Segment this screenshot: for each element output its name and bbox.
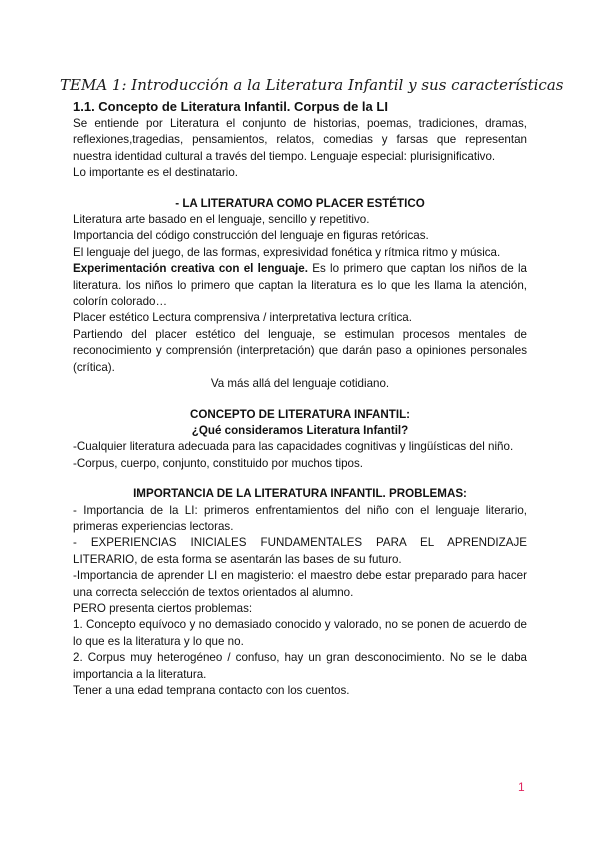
paragraph: - Importancia de la LI: primeros enfrentamientos del niño con el lenguaje literario, primeras experiencias lectoras. [73,503,527,533]
bold-lead-continuation: Es lo primero que captan los niños de la literatura. los niños lo primero que captan la literatura es lo que les llama la atención, colorín colorado… [73,262,527,309]
paragraph: Se entiende por Literatura el conjunto de historias, poemas, tradiciones, dramas, reflexiones,tragedias, pensamientos, relatos, comedias y farsas que representan nuestra identidad cultural a través del tiempo. Lenguaje especial: plurisignificativo. [73,117,527,163]
paragraph: 1. Concepto equívoco y no demasiado conocido y valorado, no se ponen de acuerdo de lo que es la literatura y lo que no. [73,618,527,648]
paragraph: Partiendo del placer estético del lenguaje, se estimulan procesos mentales de reconocimiento y comprensión (interpretación) que darán paso a opiniones personales (crítica). [73,327,527,374]
centered-note: Va más allá del lenguaje cotidiano. [210,377,390,391]
paragraph: Tener a una edad temprana contacto con los cuentos. [73,684,350,697]
paragraph: -Corpus, cuerpo, conjunto, constituido por muchos tipos. [73,456,363,470]
paragraph: El lenguaje del juego, de las formas, expresividad fonética y rítmica ritmo y música. [73,245,501,259]
paragraph: Lo importante es el destinatario. [73,166,238,180]
paragraph [73,261,527,310]
paragraph: Literatura arte basado en el lenguaje, sencillo y repetitivo. [73,213,370,227]
paragraph: PERO presenta ciertos problemas: [73,601,253,615]
page-number: 1 [518,780,525,794]
paragraph: -Cualquier literatura adecuada para las capacidades cognitivas y lingüísticas del niño. [73,440,514,454]
paragraph: -Importancia de aprender LI en magisterio: el maestro debe estar preparado para hacer una correcta selección de textos orientados al alumno. [73,569,527,599]
subsection-subheading: ¿Qué consideramos Literatura Infantil? [191,423,409,437]
document-body [73,98,527,699]
page-title: TEMA 1: Introducción a la Literatura Infantil y sus características [60,76,564,94]
subsection-heading: IMPORTANCIA DE LA LITERATURA INFANTIL. PROBLEMAS: [133,487,467,501]
paragraph: 2. Corpus muy heterogéneo / confuso, hay un gran desconocimiento. No se le daba importancia a la literatura. [73,651,527,681]
subsection-heading: CONCEPTO DE LITERATURA INFANTIL: [189,407,411,421]
paragraph: - EXPERIENCIAS INICIALES FUNDAMENTALES PARA EL APRENDIZAJE LITERARIO, de esta forma se asentarán las bases de su futuro. [73,536,527,566]
bold-lead: Experimentación creativa con el lenguaje. [73,262,308,276]
subsection-heading: - LA LITERATURA COMO PLACER ESTÉTICO [175,196,425,210]
paragraph: Importancia del código construcción del lenguaje en figuras retóricas. [73,229,429,243]
section-heading: 1.1. Concepto de Literatura Infantil. Corpus de la LI [73,99,388,114]
paragraph: Placer estético Lectura comprensiva / interpretativa lectura crítica. [73,311,412,325]
